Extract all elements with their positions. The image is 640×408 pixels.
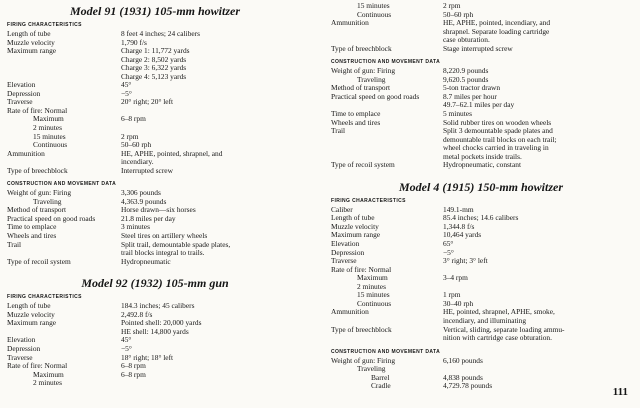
spec-label: Traveling — [357, 364, 386, 374]
spec-value — [121, 124, 303, 133]
spec-label: Muzzle velocity — [331, 221, 379, 231]
spec-value-line: trail blocks integral to trails. — [121, 248, 205, 258]
spec-label: Ammunition — [7, 148, 45, 158]
spec-label: Length of tube — [331, 213, 375, 223]
spec-value-line: Charge 2: 8,502 yards — [121, 54, 187, 64]
spec-value — [121, 98, 303, 107]
spec-label: Time to emplace — [331, 109, 381, 119]
spec-label: Weight of gun: Firing — [331, 355, 396, 365]
spec-label: Practical speed on good roads — [7, 213, 96, 223]
subsection-heading: CONSTRUCTION AND MOVEMENT DATA — [331, 348, 441, 355]
spec-label: Type of recoil system — [331, 160, 395, 170]
spec-value-line: shrapnel. Separate loading cartridge — [443, 26, 550, 36]
spec-value — [121, 241, 303, 258]
spec-row-type-of-recoil-system — [7, 258, 303, 267]
subsection-heading: FIRING CHARACTERISTICS — [331, 197, 406, 204]
spec-row-elevation — [331, 240, 631, 249]
spec-label: Elevation — [331, 239, 360, 249]
spec-label: Type of breechblock — [7, 165, 68, 175]
spec-value — [443, 283, 631, 292]
spec-label: Traveling — [357, 74, 386, 84]
spec-label: 2 minutes — [357, 281, 386, 291]
spec-value-line: Charge 1: 11,772 yards — [121, 46, 190, 56]
spec-value — [443, 93, 631, 110]
spec-label: Muzzle velocity — [7, 37, 55, 47]
spec-value-line — [121, 107, 303, 116]
spec-value-line: 85.4 inches; 14.6 calibers — [443, 213, 519, 223]
spec-label: 15 minutes — [33, 131, 66, 141]
spec-value — [121, 319, 303, 336]
spec-label: Type of breechblock — [331, 324, 392, 334]
spec-value-line: 3,306 pounds — [121, 188, 161, 198]
spec-row-trail — [331, 127, 631, 161]
spec-label: Length of tube — [7, 29, 51, 38]
spec-label: Rate of fire: Normal — [7, 105, 68, 115]
spec-value-line: 5 minutes — [443, 109, 472, 119]
spec-value-line: Interrupted screw — [121, 165, 173, 175]
spec-label: Continuous — [357, 298, 392, 308]
spec-label: Maximum — [33, 114, 64, 124]
left-column — [7, 2, 303, 388]
spec-label: Wheels and tires — [331, 117, 381, 127]
spec-value-line: case obturation. — [443, 35, 490, 45]
spec-value-line: nition with cartridge case obturation. — [443, 333, 552, 343]
spec-value-line: Horse drawn—six horses — [121, 205, 196, 215]
spec-value-line: 5-ton tractor drawn — [443, 83, 501, 93]
spec-value-line — [443, 266, 631, 275]
spec-label: Wheels and tires — [7, 231, 57, 241]
spec-value-line: Pointed shell: 20,000 yards — [121, 318, 202, 328]
section-title: Model 4 (1915) 150-mm howitzer — [399, 179, 563, 194]
spec-label: Caliber — [331, 204, 353, 214]
spec-label: Practical speed on good roads — [331, 91, 420, 101]
spec-value — [443, 257, 631, 266]
spec-label: Type of breechblock — [331, 43, 392, 53]
spec-label: Traverse — [7, 352, 33, 362]
spec-row-elevation — [7, 81, 303, 90]
spec-value-line: 65° — [443, 239, 454, 249]
spec-label: Trail — [331, 126, 346, 136]
spec-value-line: Charge 3: 6,322 yards — [121, 63, 187, 73]
spec-row-type-of-breechblock — [7, 167, 303, 176]
spec-value — [121, 371, 303, 380]
spec-value-line: 3 minutes — [121, 222, 150, 232]
spec-value-line: Charge 4: 5,123 yards — [121, 71, 187, 81]
spec-value — [121, 336, 303, 345]
spec-value — [443, 308, 631, 325]
spec-value-line: 21.8 miles per day — [121, 213, 176, 223]
spec-value — [121, 115, 303, 124]
spec-value-line: 3° right; 3° left — [443, 256, 488, 266]
spec-label: Weight of gun: Firing — [7, 188, 72, 198]
spec-value-line: HE, APHE, pointed, shrapnel, and — [121, 148, 223, 158]
spec-row-type-of-breechblock — [331, 45, 631, 54]
section-title: Model 91 (1931) 105-mm howitzer — [70, 4, 240, 18]
spec-value-line: 45° — [121, 80, 132, 90]
spec-value — [443, 19, 631, 45]
subsection-heading: CONSTRUCTION AND MOVEMENT DATA — [7, 181, 117, 188]
spec-value-line: Solid rubber tires on wooden wheels — [443, 117, 552, 127]
spec-row-trail — [7, 241, 303, 258]
spec-value — [121, 30, 303, 39]
spec-value-line: 50–60 rph — [121, 140, 152, 150]
spec-row-type-of-recoil-system — [331, 161, 631, 170]
spec-row-ammunition — [331, 308, 631, 325]
spec-value-line: Split trail, demountable spade plates, — [121, 239, 231, 249]
spec-value-line: 50–60 rph — [443, 9, 474, 19]
spec-value-line: 6–8 rpm — [121, 361, 146, 371]
spec-value-line: 49.7–62.1 miles per day — [443, 100, 515, 110]
spec-value-line: 184.3 inches; 45 calibers — [121, 301, 195, 311]
spec-value-line — [443, 283, 631, 292]
spec-value-line: Hydropneumatic, constant — [443, 160, 521, 170]
spacer — [7, 175, 303, 178]
subsection-heading: FIRING CHARACTERISTICS — [7, 294, 82, 301]
spec-label: Cradle — [371, 381, 391, 391]
spec-value — [121, 150, 303, 167]
spec-label: 15 minutes — [357, 1, 390, 10]
spec-value-line: −5° — [121, 343, 132, 353]
page-number: 111 — [612, 386, 628, 398]
spec-label: Traveling — [33, 196, 62, 206]
spec-row-ammunition — [331, 19, 631, 45]
spec-value — [443, 326, 631, 343]
spec-label: Depression — [7, 343, 41, 353]
spec-value-line: HE shell: 14,800 yards — [121, 326, 189, 336]
spacer — [331, 53, 631, 56]
spec-value — [443, 240, 631, 249]
spec-value — [121, 354, 303, 363]
spec-label: Maximum range — [7, 46, 57, 56]
spec-label: Depression — [331, 247, 365, 257]
spec-label: 2 minutes — [33, 378, 62, 388]
spec-value — [121, 362, 303, 371]
spec-value-line: 1,790 f/s — [121, 37, 147, 47]
spec-value-line: HE, pointed, shrapnel, APHE, smoke, — [443, 307, 555, 317]
spec-value-line: 2 rpm — [121, 131, 139, 141]
spec-label: Continuous — [357, 9, 392, 19]
spec-label: Time to emplace — [7, 222, 57, 232]
spec-label: Depression — [7, 88, 41, 98]
spec-value-line: 8 feet 4 inches; 24 calibers — [121, 29, 201, 38]
spec-row-2-minutes — [7, 379, 303, 388]
spec-label: Ammunition — [331, 18, 369, 28]
spec-value-line: demountable trail blocks on each trail; — [443, 134, 557, 144]
spec-value-line: 30–40 rph — [443, 298, 474, 308]
spec-value-line: 18° right; 18° left — [121, 352, 174, 362]
spec-value — [121, 258, 303, 267]
spec-value-line: 20° right; 20° left — [121, 97, 174, 107]
spec-label: 15 minutes — [357, 290, 390, 300]
spec-row-ammunition — [7, 150, 303, 167]
spec-label: Barrel — [371, 372, 390, 382]
subsection-heading: FIRING CHARACTERISTICS — [7, 22, 82, 28]
spec-label: Ammunition — [331, 307, 369, 317]
spec-value-line: Steel tires on artillery wheels — [121, 231, 208, 241]
spec-value-line: 8,220.9 pounds — [443, 66, 489, 76]
spec-value-line: Hydropneumatic — [121, 256, 171, 266]
spec-value-line: 4,729.78 pounds — [443, 381, 493, 391]
spec-value-line: wheel chocks carried in traveling in — [443, 143, 549, 153]
spec-value — [121, 167, 303, 176]
spec-label: Elevation — [7, 335, 36, 345]
spec-value-line: 1,344.8 f/s — [443, 221, 475, 231]
spec-value-line: metal pockets inside trails. — [443, 151, 522, 161]
spec-value — [121, 81, 303, 90]
spec-label: Weight of gun: Firing — [331, 66, 396, 76]
spec-label: Traverse — [7, 97, 33, 107]
spec-value — [121, 47, 303, 81]
spacer — [7, 266, 303, 274]
spec-value-line: 3–4 rpm — [443, 273, 468, 283]
spec-label: Continuous — [33, 140, 68, 150]
spec-label: Maximum range — [331, 230, 381, 240]
spec-value — [443, 382, 631, 391]
spec-label: Method of transport — [331, 83, 391, 93]
spec-label: Maximum range — [7, 318, 57, 328]
spec-value — [443, 357, 631, 366]
spec-value — [121, 379, 303, 388]
spec-row-elevation — [7, 336, 303, 345]
spec-value-line: 149.1-mm — [443, 204, 474, 214]
spec-value — [443, 45, 631, 54]
spec-value — [443, 231, 631, 240]
spec-label: Method of transport — [7, 205, 67, 215]
right-column — [331, 2, 631, 391]
spec-value-line: Split 3 demountable spade plates and — [443, 126, 553, 136]
spec-row-maximum-range — [7, 47, 303, 81]
spec-value-line: 45° — [121, 335, 132, 345]
spec-label: Trail — [7, 239, 22, 249]
spec-label: Maximum — [33, 369, 64, 379]
spec-label: Length of tube — [7, 301, 51, 311]
spec-label: Maximum — [357, 273, 388, 283]
spec-row-maximum-range — [7, 319, 303, 336]
spec-label: Rate of fire: Normal — [7, 361, 68, 371]
spec-value-line: 6,160 pounds — [443, 355, 483, 365]
spec-value — [443, 127, 631, 161]
spec-row-cradle — [331, 382, 631, 391]
spec-row-type-of-breechblock — [331, 326, 631, 343]
spec-row-practical-speed-on-good-roads — [331, 93, 631, 110]
spec-label: Elevation — [7, 80, 36, 90]
spec-value-line: 1 rpm — [443, 290, 461, 300]
spec-row-maximum-range — [331, 231, 631, 240]
spec-value-line: 6–8 rpm — [121, 114, 146, 124]
spec-value-line: 2 rpm — [443, 1, 461, 10]
spec-label: 2 minutes — [33, 123, 62, 133]
spec-value-line — [121, 124, 303, 133]
spec-value-line: 4,363.9 pounds — [121, 196, 167, 206]
spec-value — [443, 266, 631, 275]
spec-value-line: −5° — [121, 88, 132, 98]
section-title: Model 92 (1932) 105-mm gun — [81, 276, 229, 291]
spec-value-line: incendiary. — [121, 157, 154, 167]
spec-value-line: Vertical, sliding, separate loading ammu- — [443, 324, 565, 334]
spec-value-line: 10,464 yards — [443, 230, 482, 240]
spec-value-line: incendiary, and illuminating — [443, 315, 527, 325]
spec-value — [443, 274, 631, 283]
spec-label: Rate of fire: Normal — [331, 264, 392, 274]
spec-value-line: 8.7 miles per hour — [443, 91, 497, 101]
spacer — [331, 343, 631, 346]
spec-value-line: Stage interrupted screw — [443, 43, 513, 53]
spec-value — [443, 161, 631, 170]
spec-value-line — [121, 379, 303, 388]
spec-value — [121, 107, 303, 116]
subsection-heading: CONSTRUCTION AND MOVEMENT DATA — [331, 59, 441, 66]
spec-label: Type of recoil system — [7, 256, 71, 266]
spec-value-line: −5° — [443, 247, 454, 257]
spacer — [331, 170, 631, 178]
spec-value-line: 4,838 pounds — [443, 372, 483, 382]
spec-value-line: 6–8 rpm — [121, 369, 146, 379]
spec-label: Muzzle velocity — [7, 309, 55, 319]
spec-value-line: 2,492.8 f/s — [121, 309, 153, 319]
spec-value-line: HE, APHE, pointed, incendiary, and — [443, 18, 551, 28]
spec-label: Traverse — [331, 256, 357, 266]
spec-value-line: 9,620.5 pounds — [443, 74, 489, 84]
